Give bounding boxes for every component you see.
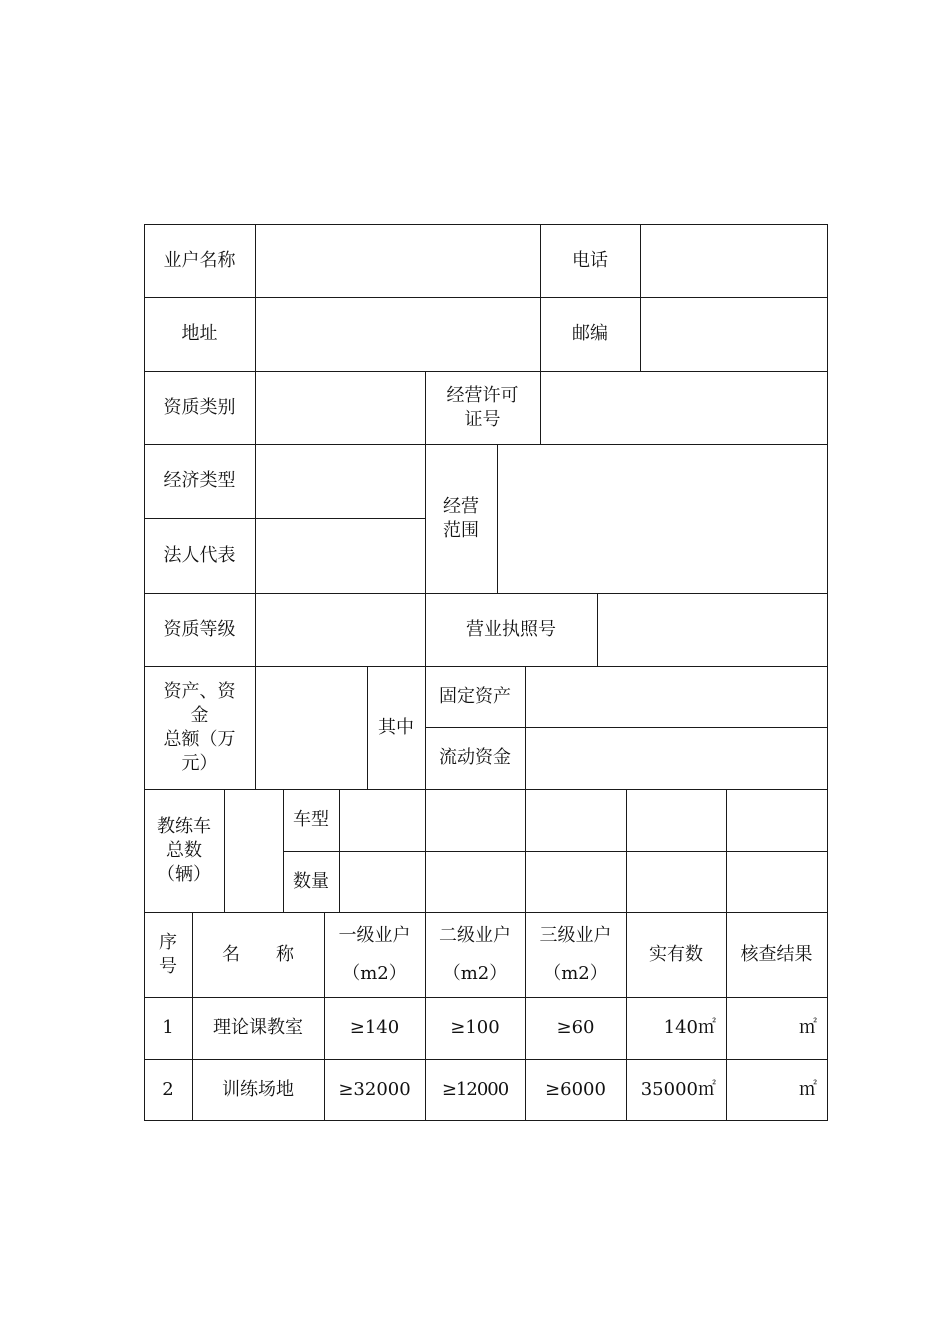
rule [525, 789, 526, 912]
license-no-label [425, 371, 540, 444]
license-no-label-line: 证号 [464, 408, 501, 430]
legal-rep-field[interactable] [256, 518, 425, 593]
row-actual: 35000㎡ [640, 1078, 716, 1100]
business-scope-label-line: 范围 [443, 519, 479, 541]
training-cars-label-line: （辆） [157, 863, 211, 885]
address-label: 地址 [181, 323, 218, 344]
level2-header-unit: （m2） [442, 962, 508, 984]
row-name: 理论课教室 [213, 1017, 303, 1038]
business-license-field[interactable] [598, 593, 827, 666]
qualification-type-field[interactable] [256, 371, 425, 444]
postcode-label: 邮编 [572, 323, 608, 344]
total-assets-label-line: 金 [190, 704, 209, 726]
level1-header-unit: （m2） [342, 962, 407, 984]
qualification-type-label: 资质类别 [163, 396, 236, 418]
license-no-label-line: 经营许可 [446, 384, 519, 406]
owner-name-label: 业户名称 [163, 249, 236, 271]
fixed-assets-field[interactable] [526, 666, 827, 727]
row-level2: ≥100 [450, 1017, 500, 1038]
actual-header: 实有数 [649, 943, 703, 965]
level1-header [324, 912, 425, 997]
liquid-funds-label: 流动资金 [439, 747, 511, 768]
address-field[interactable] [256, 297, 540, 371]
level2-header [425, 912, 525, 997]
business-scope-field[interactable] [498, 444, 827, 593]
rule [283, 851, 828, 852]
row-level1: ≥140 [349, 1017, 400, 1038]
training-cars-label-line: 总数 [166, 839, 202, 861]
rule [726, 789, 727, 912]
total-assets-label-line: 元） [181, 752, 218, 774]
qualification-level-field[interactable] [256, 593, 425, 666]
economic-type-label: 经济类型 [163, 470, 236, 491]
economic-type-field[interactable] [256, 444, 425, 518]
rule [626, 789, 627, 912]
seq-header-line: 号 [159, 955, 177, 977]
total-assets-label [144, 666, 255, 789]
liquid-funds-field[interactable] [526, 727, 827, 789]
training-cars-label-line: 教练车 [157, 815, 211, 837]
among-label: 其中 [378, 716, 414, 738]
business-scope-label-line: 经营 [443, 495, 479, 517]
row-name: 训练场地 [222, 1078, 294, 1100]
seq-header-line: 序 [159, 931, 177, 953]
phone-field[interactable] [641, 224, 827, 297]
level3-header-unit: （m2） [543, 962, 608, 984]
postcode-field[interactable] [641, 297, 827, 371]
row-level1: ≥32000 [338, 1078, 411, 1100]
row-level3: ≥60 [556, 1017, 595, 1038]
rule [425, 789, 426, 912]
quantity-label: 数量 [293, 870, 329, 892]
business-license-label: 营业执照号 [466, 618, 556, 640]
name-header: 名 称 [222, 943, 294, 965]
level3-header-line: 三级业户 [539, 924, 612, 946]
row-seq: 1 [162, 1017, 174, 1038]
legal-rep-label: 法人代表 [163, 544, 236, 566]
owner-name-field[interactable] [256, 224, 540, 297]
level3-header [525, 912, 626, 997]
total-assets-label-line: 总额（万 [163, 728, 236, 750]
license-no-field[interactable] [541, 371, 827, 444]
fixed-assets-label: 固定资产 [439, 685, 511, 707]
car-model-label: 车型 [293, 809, 329, 830]
total-assets-label-line: 资产、资 [163, 680, 236, 702]
result-header: 核查结果 [740, 943, 813, 965]
rule-right [827, 224, 828, 1121]
rule [339, 789, 340, 912]
seq-header [144, 912, 192, 997]
inspection-form-table [144, 224, 828, 1121]
training-cars-total-field[interactable] [225, 789, 283, 912]
row-actual: 140㎡ [663, 1017, 716, 1038]
row-result: ㎡ [799, 1078, 817, 1100]
row-level3: ≥6000 [545, 1078, 606, 1100]
row-seq: 2 [162, 1078, 174, 1100]
total-assets-field[interactable] [256, 666, 367, 789]
level2-header-line: 二级业户 [439, 924, 511, 946]
row-result: ㎡ [799, 1017, 817, 1038]
phone-label: 电话 [572, 249, 608, 271]
qualification-level-label: 资质等级 [163, 618, 236, 640]
business-scope-label [425, 444, 497, 593]
row-level2: ≥12000 [441, 1078, 509, 1100]
level1-header-line: 一级业户 [338, 924, 411, 946]
training-cars-label [144, 789, 224, 912]
